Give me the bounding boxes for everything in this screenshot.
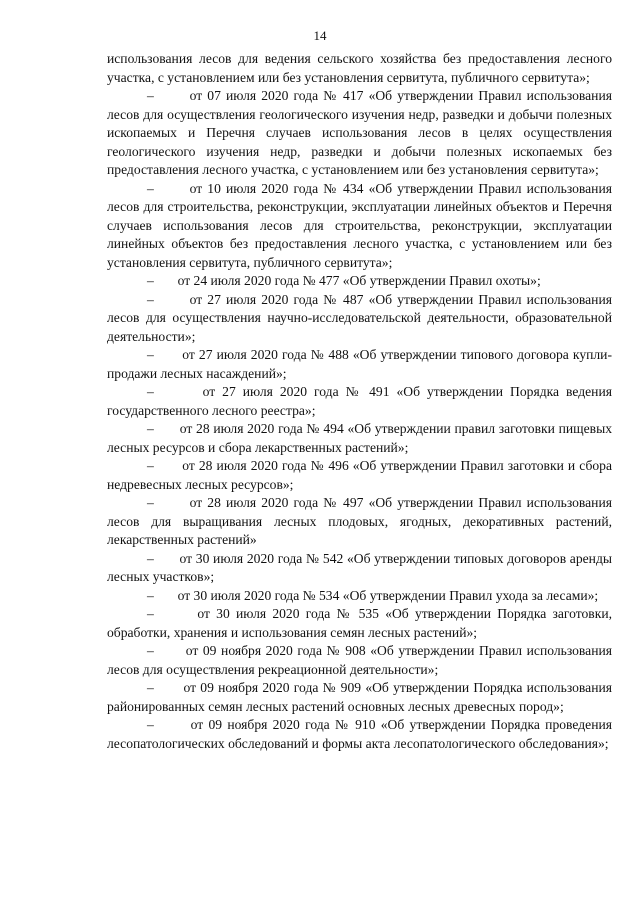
list-item-417: – от 07 июля 2020 года № 417 «Об утверждении Правил использования лесов для осуществления геологического изучения недр, разведки и добычи полезных ископаемых и Перечня случаев использования лесов в целях осуществления геологического изучения недр, разведки и добычи полезных ископаемых без предоставления лесного участка, с установлением или без установления сервитута»;	[107, 88, 612, 177]
list-item-534: – от 30 июля 2020 года № 534 «Об утверждении Правил ухода за лесами»;	[147, 587, 599, 603]
list-item-487: – от 27 июля 2020 года № 487 «Об утверждении Правил использования лесов для осуществления научно-исследовательской деятельности, образовательной деятельности»;	[107, 291, 612, 344]
document-body	[107, 50, 612, 753]
list-item-908: – от 09 ноября 2020 года № 908 «Об утверждении Правил использования лесов для осуществления рекреационной деятельности»;	[107, 643, 612, 677]
list-item-535: – от 30 июля 2020 года № 535 «Об утверждении Порядка заготовки, обработки, хранения и использования семян лесных растений»;	[107, 606, 612, 640]
list-item-434: – от 10 июля 2020 года № 434 «Об утверждении Правил использования лесов для строительства, реконструкции, эксплуатации линейных объектов и Перечня случаев использования лесов для строительства, реконструкции, эксплуатации линейных объектов без предоставления лесного участка, с установлением или без установления сервитута, публичного сервитута»;	[107, 180, 612, 270]
paragraph-continued: использования лесов для ведения сельского хозяйства без предоставления лесного участка, с установлением или без установления сервитута, публичного сервитута»;	[107, 51, 612, 85]
list-item-477: – от 24 июля 2020 года № 477 «Об утверждении Правил охоты»;	[147, 273, 541, 288]
list-item-491: – от 27 июля 2020 года № 491 «Об утверждении Порядка ведения государственного лесного реестра»;	[107, 384, 612, 418]
list-item-909: – от 09 ноября 2020 года № 909 «Об утверждении Порядка использования районированных семян лесных растений основных лесных древесных пород»;	[107, 680, 612, 714]
list-item-488: – от 27 июля 2020 года № 488 «Об утверждении типового договора купли-продажи лесных насаждений»;	[107, 347, 612, 381]
list-item-542: – от 30 июля 2020 года № 542 «Об утверждении типовых договоров аренды лесных участков»;	[107, 550, 612, 584]
list-item-496: – от 28 июля 2020 года № 496 «Об утверждении Правил заготовки и сбора недревесных лесных ресурсов»;	[107, 458, 612, 492]
page-number: 14	[313, 28, 327, 43]
list-item-494: – от 28 июля 2020 года № 494 «Об утверждении правил заготовки пищевых лесных ресурсов и сбора лекарственных растений»;	[107, 421, 612, 455]
list-item-497: – от 28 июля 2020 года № 497 «Об утверждении Правил использования лесов для выращивания лесных плодовых, ягодных, декоративных растений, лекарственных растений»	[107, 495, 612, 547]
list-item-910: – от 09 ноября 2020 года № 910 «Об утверждении Порядка проведения лесопатологических обследований и формы акта лесопатологического обследования»;	[107, 717, 612, 751]
